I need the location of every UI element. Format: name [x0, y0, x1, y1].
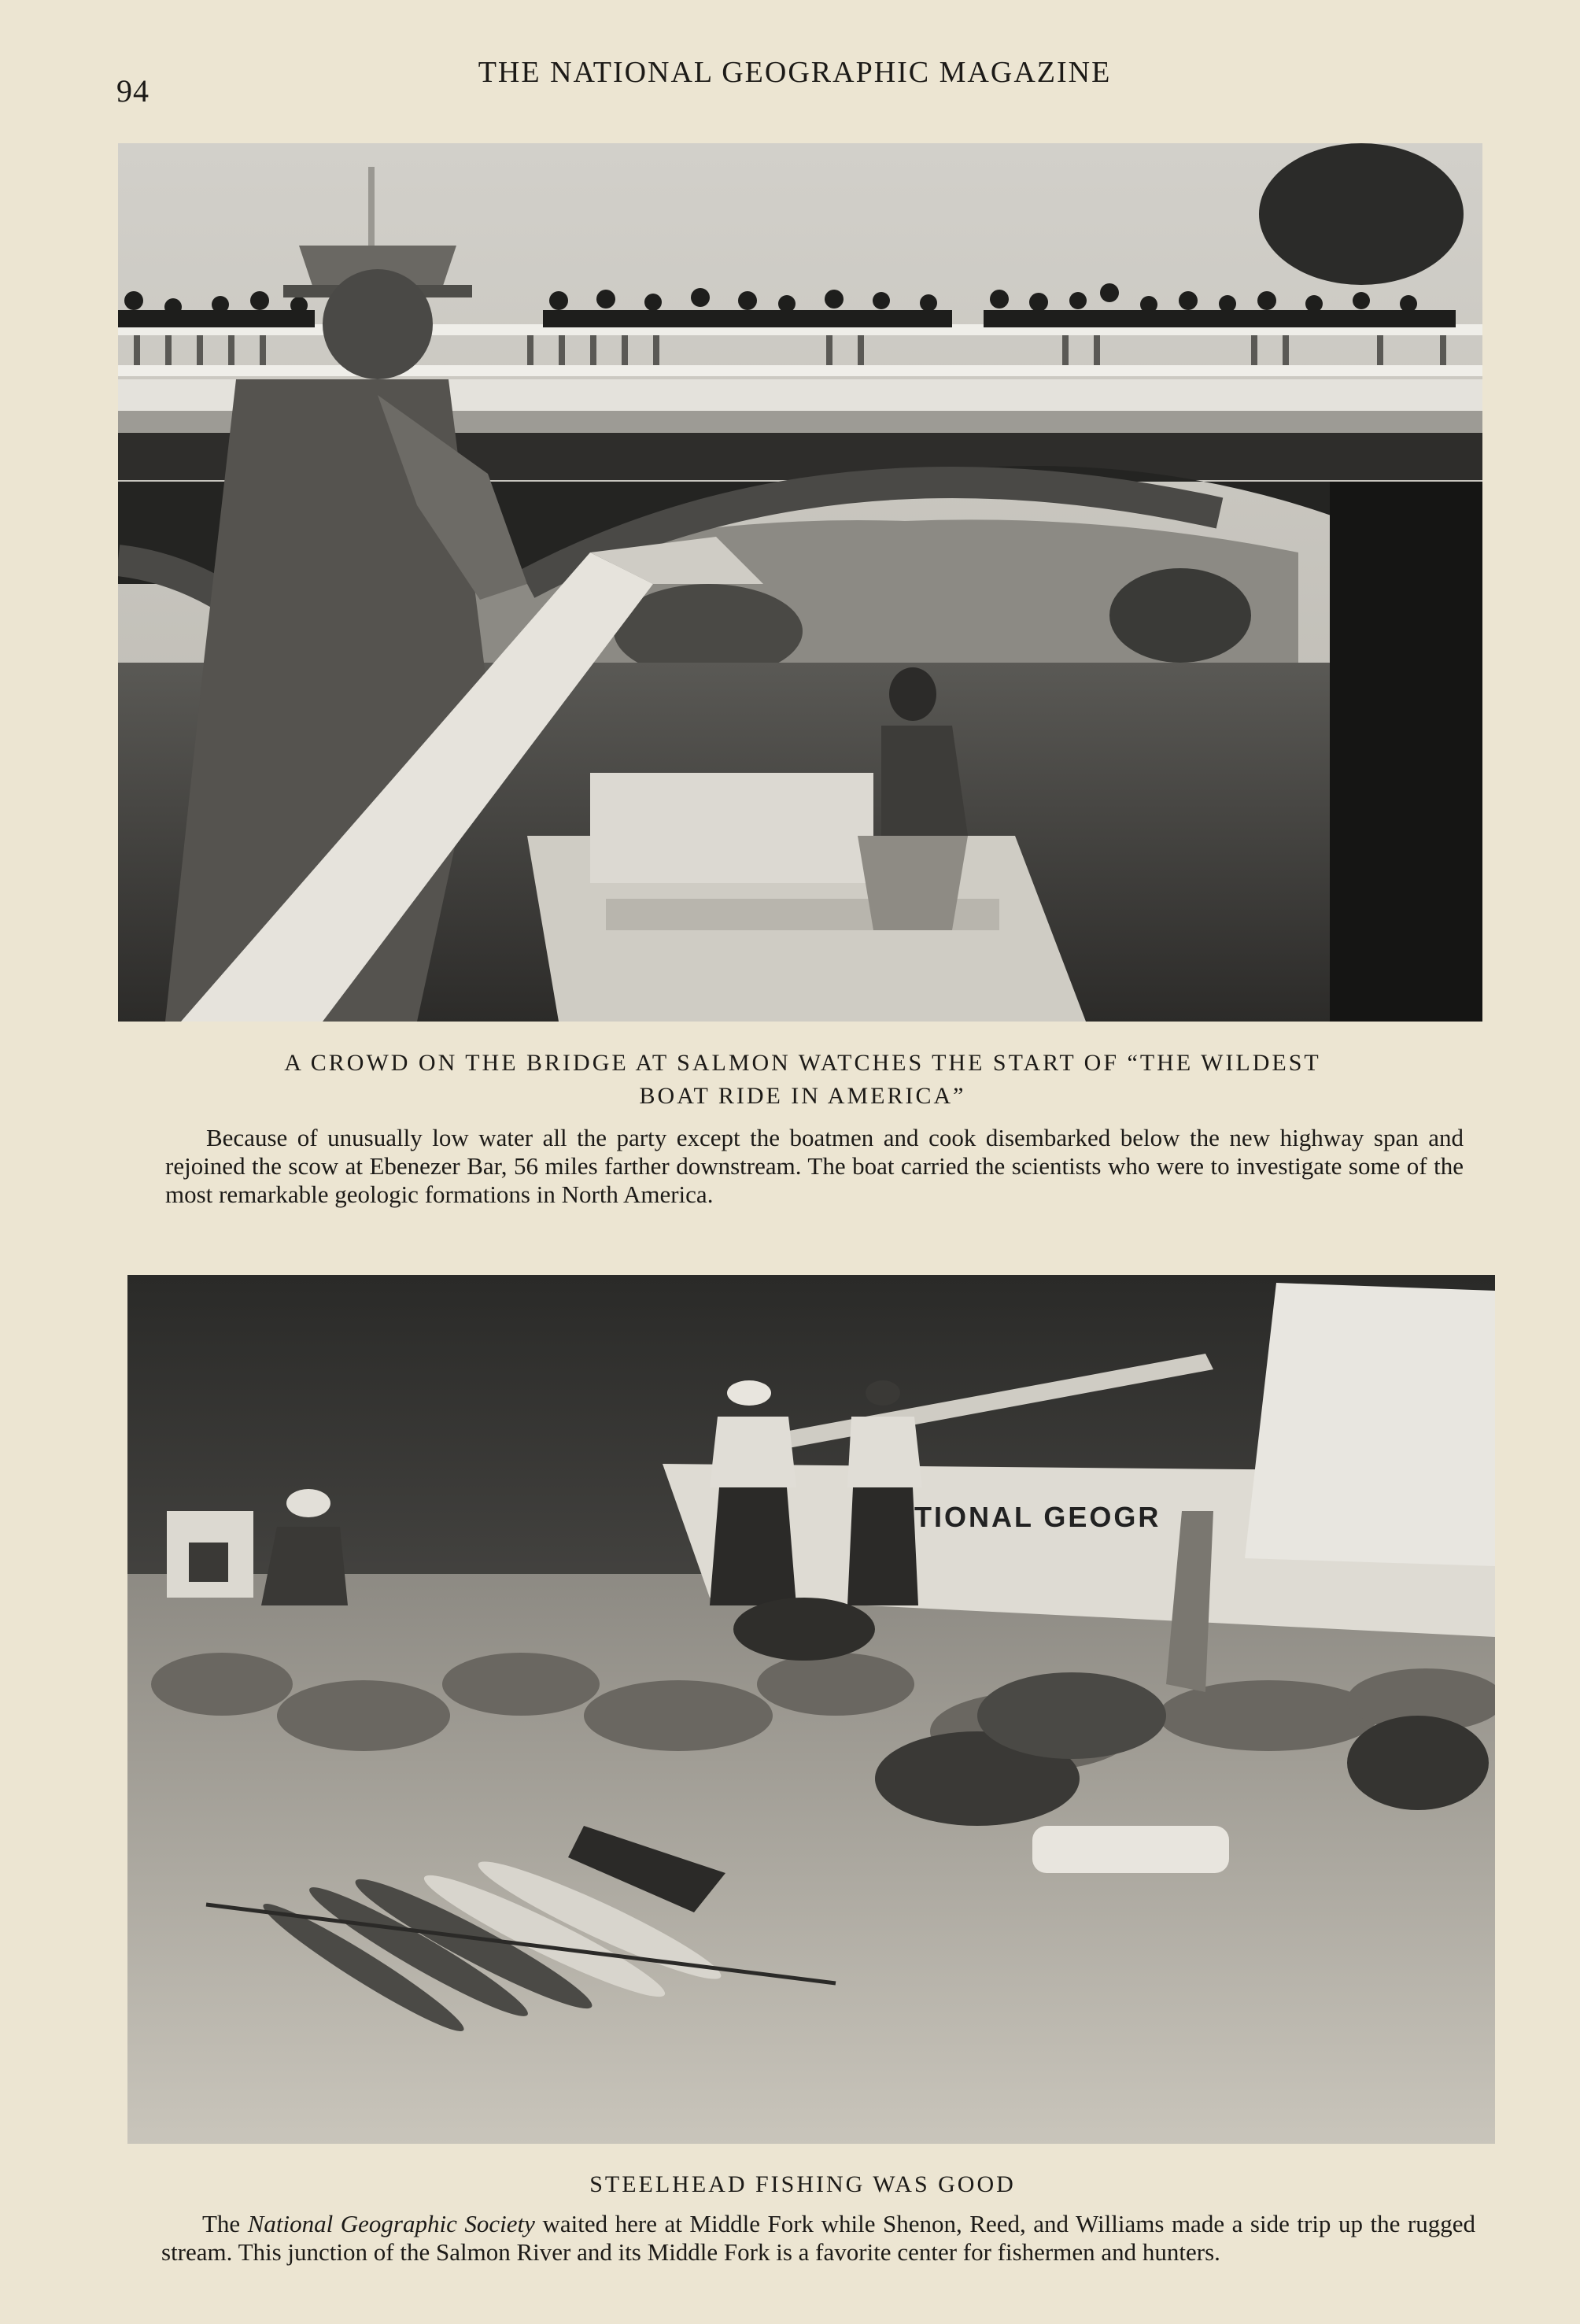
figure1-caption-body [165, 1124, 1464, 1209]
figure2-caption-body [161, 2210, 1475, 2267]
page-number: 94 [116, 73, 150, 109]
figure1-caption-text: Because of unusually low water all the party except the boatmen and cook disembarked below the new highway span and rejoined the scow at Ebenezer Bar, 56 miles farther downstream. The boat carried the scientists who were to investigate some of the most remarkable geologic formations in North America. [165, 1124, 1464, 1208]
figure2-caption-society: National Geographic Society [247, 2210, 535, 2237]
figure1-caption-title-line2: BOAT RIDE IN AMERICA” [639, 1083, 966, 1109]
figure2-caption-title: STEELHEAD FISHING WAS GOOD [589, 2171, 1016, 2197]
bridge-photo [118, 143, 1482, 1022]
fishing-camp-photo [127, 1275, 1495, 2144]
running-title: THE NATIONAL GEOGRAPHIC MAGAZINE [478, 56, 1112, 89]
figure2-caption-rest: waited here at Middle Fork while Shenon, Reed, and Williams made a side trip up the rugged stream. This junction of the Salmon River and its Middle Fork is a favorite center for fishermen and hunters. [161, 2210, 1475, 2266]
figure1-caption-title [173, 1047, 1432, 1113]
figure1-caption-title-line1: A CROWD ON THE BRIDGE AT SALMON WATCHES THE START OF “THE WILDEST [284, 1050, 1321, 1076]
figure2-caption-lead: The [202, 2210, 248, 2237]
boat-lettering: TIONAL GEOGR [914, 1501, 1161, 1533]
